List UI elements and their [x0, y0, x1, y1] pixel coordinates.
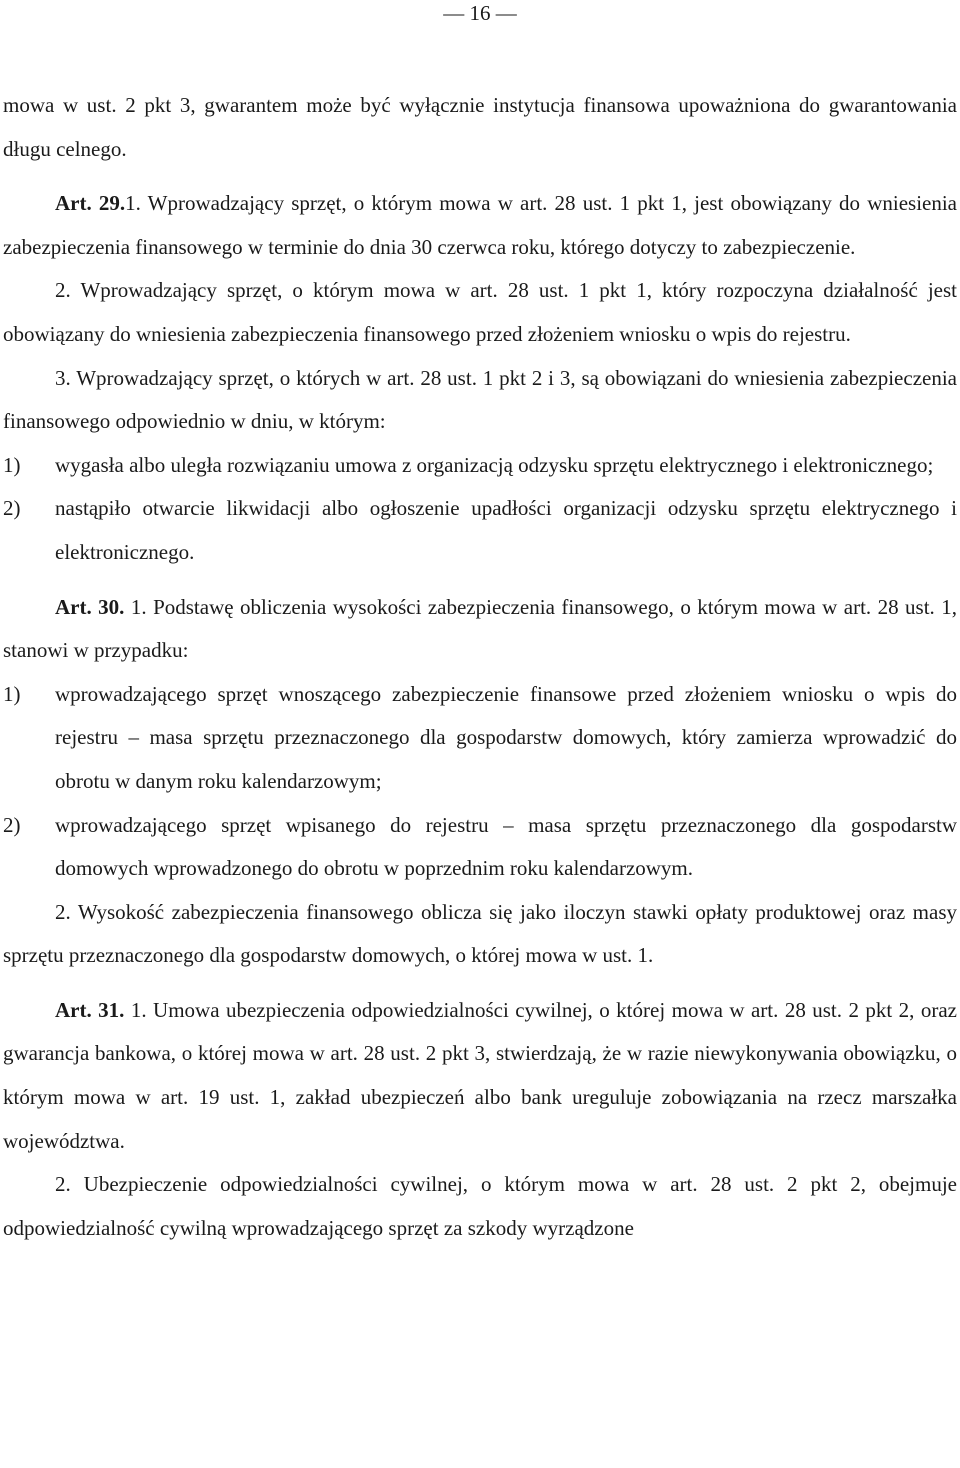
list-item — [3, 487, 957, 574]
list-item-number: 2) — [3, 812, 21, 837]
list-item-number: 1) — [3, 452, 21, 477]
art-29-ust-1-text: 1. Wprowadzający sprzęt, o którym mowa w art. 28 ust. 1 pkt 1, jest obowiązany do wniesienia zabezpieczenia finansowego w terminie do dnia 30 czerwca roku, którego dotyczy to zabezpieczenie. — [3, 191, 958, 259]
list-item-number: 1) — [3, 681, 21, 706]
list-item-text: wygasła albo uległa rozwiązaniu umowa z organizacją odzysku sprzętu elektrycznego i elektronicznego; — [55, 452, 934, 477]
art-29-ust-1 — [3, 182, 957, 269]
article-label: Art. 30. — [55, 594, 125, 619]
list-item — [3, 673, 957, 804]
art-29-ust-3: 3. Wprowadzający sprzęt, o których w art. 28 ust. 1 pkt 2 i 3, są obowiązani do wniesienia zabezpieczenia finansowego odpowiednio w dniu, w którym: — [3, 365, 957, 434]
list-item-text: wprowadzającego sprzęt wnoszącego zabezpieczenie finansowe przed złożeniem wniosku o wpis do rejestru – masa sprzętu przeznaczonego dla gospodarstw domowych, który zamierza wprowadzić do obrotu w danym roku kalendarzowym; — [55, 681, 957, 793]
art-29-ust-2: 2. Wprowadzający sprzęt, o którym mowa w art. 28 ust. 1 pkt 1, który rozpoczyna działalność jest obowiązany do wniesienia zabezpieczenia finansowego przed złożeniem wniosku o wpis do rejestru. — [3, 278, 957, 346]
art-31-ust-1 — [3, 989, 957, 1163]
page-number: — 16 — — [443, 1, 517, 25]
list-item-text: nastąpiło otwarcie likwidacji albo ogłoszenie upadłości organizacji odzysku sprzętu elektrycznego i elektronicznego. — [55, 496, 957, 564]
art-31-ust-1-text: 1. Umowa ubezpieczenia odpowiedzialności cywilnej, o której mowa w art. 28 ust. 2 pkt 2, oraz gwarancja bankowa, o której mowa w art. 28 ust. 2 pkt 3, stwierdzają, że w razie niewykonywania obowiązku, o którym mowa w art. 19 ust. 1, zakład ubezpieczeń albo bank ureguluje zobowiązania na rzecz marszałka województwa. — [3, 997, 957, 1153]
art-30-ust-1-text: 1. Podstawę obliczenia wysokości zabezpieczenia finansowego, o którym mowa w art. 28 ust. 1, stanowi w przypadku: — [3, 594, 957, 663]
art-31-ust-2: 2. Ubezpieczenie odpowiedzialności cywilnej, o którym mowa w art. 28 ust. 2 pkt 2, obejmuje odpowiedzialność cywilną wprowadzającego sprzęt za szkody wyrządzone — [3, 1172, 957, 1240]
list-item-number: 2) — [3, 496, 21, 521]
article-label: Art. 29. — [55, 191, 126, 216]
paragraph-continuation: mowa w ust. 2 pkt 3, gwarantem może być wyłącznie instytucja finansowa upoważniona do gwarantowania długu celnego. — [3, 93, 957, 161]
document-body — [3, 84, 957, 1250]
list-item — [3, 444, 957, 488]
art-30-ust-1 — [3, 586, 957, 673]
art-30-ust-2: 2. Wysokość zabezpieczenia finansowego oblicza się jako iloczyn stawki opłaty produktowej oraz masy sprzętu przeznaczonego dla gospodarstw domowych, o której mowa w ust. 1. — [3, 899, 957, 968]
list-item — [3, 804, 957, 891]
article-label: Art. 31. — [55, 997, 125, 1022]
list-item-text: wprowadzającego sprzęt wpisanego do rejestru – masa sprzętu przeznaczonego dla gospodarstw domowych wprowadzonego do obrotu w poprzednim roku kalendarzowym. — [55, 812, 957, 881]
